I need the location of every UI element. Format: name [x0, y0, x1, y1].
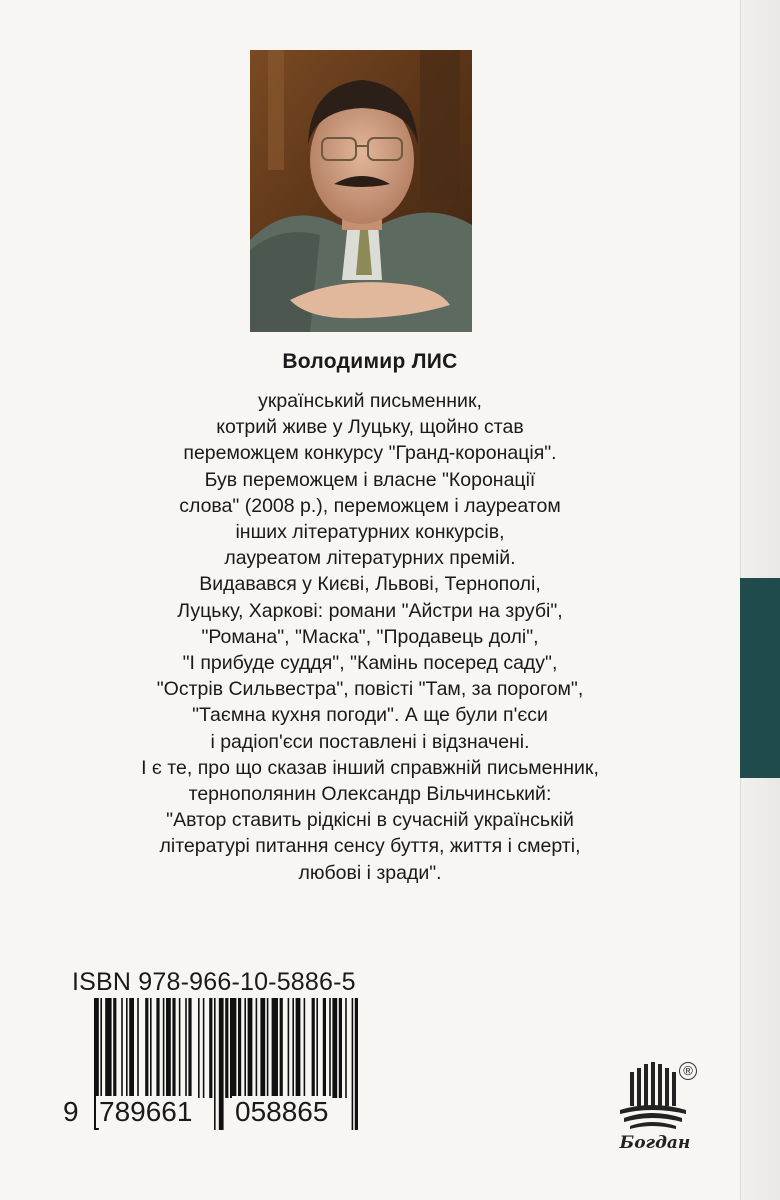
barcode-bar [355, 998, 358, 1130]
barcode-bar [248, 998, 253, 1098]
spine-color-band [740, 578, 780, 778]
barcode-bar [172, 998, 175, 1098]
barcode-bar [219, 998, 224, 1130]
barcode-digits-left: 789661 [96, 1096, 195, 1128]
bio-line: Луцьку, Харкові: романи "Айстри на зрубі", [177, 599, 563, 622]
barcode-bar [129, 998, 134, 1098]
barcode-bar [198, 998, 200, 1098]
barcode-bar [230, 998, 236, 1098]
barcode-bar [238, 998, 241, 1098]
barcode-bar [163, 998, 165, 1098]
barcode-bar [267, 998, 269, 1098]
barcode-bar [203, 998, 205, 1098]
barcode-bar [312, 998, 315, 1098]
barcode-bar [137, 998, 139, 1098]
barcode-bar [280, 998, 283, 1098]
barcode-bar [105, 998, 111, 1098]
bio-line: лауреатом літературних премій. [224, 547, 516, 570]
barcode-bar [150, 998, 152, 1098]
barcode-bar [316, 998, 318, 1098]
bio-line: "Автор ставить рідкісні в сучасній українській [166, 809, 574, 832]
author-photo [250, 50, 472, 332]
barcode-bar [166, 998, 171, 1098]
bio-line: український письменник, [258, 390, 482, 412]
author-name: Володимир ЛИС [282, 350, 458, 373]
bio-line: котрий живе у Луцьку, щойно став [216, 416, 524, 439]
barcode-bar [288, 998, 290, 1098]
barcode-bar [256, 998, 258, 1098]
barcode-bar [214, 998, 216, 1130]
barcode-bar [292, 998, 294, 1098]
barcode-bar [113, 998, 116, 1098]
bio-line: тернополянин Олександр Вільчинський: [188, 783, 552, 806]
bio-line: І є те, про що сказав інший справжній письменник, [141, 756, 599, 779]
barcode-bar [244, 998, 246, 1098]
barcode-bar [352, 998, 354, 1130]
barcode-bar [179, 998, 181, 1098]
bio-line: "Острів Сильвестра", повісті "Там, за порогом", [156, 678, 584, 701]
barcode-digits-right: 058865 [232, 1096, 331, 1128]
bio-line: любові і зради". [298, 861, 442, 884]
bio-line: "Романа", "Маска", "Продавець долі", [201, 625, 539, 648]
barcode-bar [121, 998, 123, 1098]
bio-line: переможцем конкурсу "Гранд-коронація". [183, 442, 557, 465]
bio-line: слова" (2008 р.), переможцем і лауреатом [179, 494, 561, 517]
bio-line: "І прибуде суддя", "Камінь посеред саду", [182, 652, 558, 675]
bio-line: "Таємна кухня погоди". А ще були п'єси [192, 704, 548, 727]
barcode-bar [345, 998, 347, 1098]
barcode-bar [323, 998, 326, 1098]
bio-line: і радіоп'єси поставлені і відзначені. [210, 730, 530, 753]
barcode-bar [225, 998, 228, 1098]
barcode-digit-lead: 9 [60, 1096, 82, 1128]
bio-line: Видавався у Києві, Львові, Тернополі, [199, 573, 541, 596]
barcode-bar [296, 998, 301, 1098]
registered-mark: ® [679, 1062, 697, 1080]
barcode-bar [209, 998, 212, 1098]
barcode-bar [126, 998, 128, 1098]
barcode-bar [188, 998, 191, 1098]
barcode-bar [185, 998, 187, 1098]
barcode-bar [272, 998, 278, 1098]
barcode-bar [100, 998, 102, 1098]
bio-line: літературі питання сенсу буття, життя і смерті, [159, 835, 581, 858]
barcode-bar [156, 998, 159, 1098]
barcode-bar [260, 998, 265, 1098]
barcode-bar [145, 998, 148, 1098]
barcode-bar [329, 998, 331, 1098]
author-bio [60, 388, 680, 886]
bio-line: інших літературних конкурсів, [235, 521, 505, 544]
barcode-bar [339, 998, 342, 1098]
publisher-name: Богдан [619, 1133, 691, 1153]
barcode-bar [304, 998, 306, 1098]
isbn-label: ISBN 978-966-10-5886-5 [72, 968, 356, 996]
barcode-bar [332, 998, 337, 1098]
bio-line: Був переможцем і власне "Коронації [204, 468, 536, 491]
